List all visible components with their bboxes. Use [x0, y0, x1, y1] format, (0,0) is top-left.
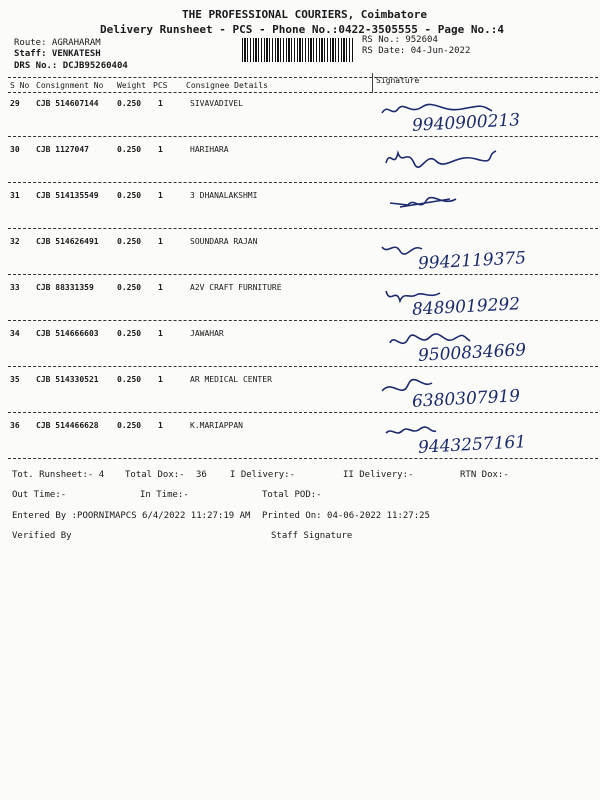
table-header-rule — [8, 92, 598, 93]
handwritten-phone: 9940900213 — [411, 110, 521, 136]
handwritten-phone: 9942119375 — [417, 248, 527, 274]
row-divider — [8, 274, 598, 275]
row-divider — [8, 366, 598, 367]
row-consignment: CJB 514607144 — [36, 99, 99, 108]
signature-column-divider — [372, 73, 373, 93]
barcode-image — [242, 38, 354, 62]
row-consignment: CJB 1127047 — [36, 145, 89, 154]
company-title: THE PROFESSIONAL COURIERS, Coimbatore — [182, 8, 428, 21]
tot-runsheet: Tot. Runsheet:- 4 — [12, 470, 105, 480]
rs-date: RS Date: 04-Jun-2022 — [362, 46, 471, 56]
verified-by-label: Verified By — [12, 531, 72, 541]
col-header-signature: Signature — [376, 76, 420, 85]
col-header-weight: Weight — [117, 81, 146, 90]
row-divider — [8, 320, 598, 321]
row-consignee: AR MEDICAL CENTER — [190, 375, 272, 384]
col-header-consignee: Consignee Details — [186, 81, 268, 90]
entered-by: Entered By :POORNIMAPCS 6/4/2022 11:27:19 AM — [12, 511, 251, 521]
i-delivery-label: I Delivery:- — [230, 470, 296, 480]
row-weight: 0.250 — [117, 99, 142, 108]
row-consignee: SOUNDARA RAJAN — [190, 237, 258, 246]
row-consignee: HARIHARA — [190, 145, 229, 154]
out-time-label: Out Time:- — [12, 490, 67, 500]
row-weight: 0.250 — [117, 191, 142, 200]
row-pcs: 1 — [158, 375, 163, 384]
row-weight: 0.250 — [117, 237, 142, 246]
col-header-pcs: PCS — [153, 81, 168, 90]
row-sno: 31 — [10, 191, 20, 200]
signature-scribble — [386, 189, 526, 219]
row-consignee: JAWAHAR — [190, 329, 224, 338]
rs-number: RS No.: 952604 — [362, 35, 438, 45]
row-sno: 29 — [10, 99, 20, 108]
row-pcs: 1 — [158, 99, 163, 108]
ii-delivery-label: II Delivery:- — [343, 470, 414, 480]
row-consignment: CJB 514666603 — [36, 329, 99, 338]
row-consignment: CJB 514466628 — [36, 421, 99, 430]
row-divider — [8, 182, 598, 183]
row-pcs: 1 — [158, 145, 163, 154]
handwritten-phone: 6380307919 — [411, 386, 521, 412]
signature-scribble — [382, 143, 522, 173]
table-top-rule — [8, 77, 598, 78]
row-consignment: CJB 88331359 — [36, 283, 94, 292]
rtn-dox-label: RTN Dox:- — [460, 470, 509, 480]
staff-label: Staff: VENKATESH — [14, 49, 101, 59]
staff-signature-label: Staff Signature — [271, 531, 353, 541]
row-divider — [8, 412, 598, 413]
row-pcs: 1 — [158, 191, 163, 200]
drs-number: DRS No.: DCJB95260404 — [14, 61, 128, 71]
route-label: Route: AGRAHARAM — [14, 38, 101, 48]
row-divider — [8, 228, 598, 229]
row-pcs: 1 — [158, 237, 163, 246]
col-header-consignment: Consignment No — [36, 81, 104, 90]
row-consignment: CJB 514135549 — [36, 191, 99, 200]
runsheet-subtitle: Delivery Runsheet - PCS - Phone No.:0422-3505555 - Page No.:4 — [100, 23, 504, 36]
row-pcs: 1 — [158, 283, 163, 292]
row-pcs: 1 — [158, 421, 163, 430]
row-weight: 0.250 — [117, 283, 142, 292]
row-sno: 30 — [10, 145, 20, 154]
in-time-label: In Time:- — [140, 490, 189, 500]
row-consignment: CJB 514626491 — [36, 237, 99, 246]
row-consignee: 3 DHANALAKSHMI — [190, 191, 258, 200]
row-sno: 33 — [10, 283, 20, 292]
row-consignee: K.MARIAPPAN — [190, 421, 243, 430]
row-weight: 0.250 — [117, 329, 142, 338]
col-header-sno: S No — [10, 81, 30, 90]
row-sno: 36 — [10, 421, 20, 430]
row-weight: 0.250 — [117, 145, 142, 154]
total-dox-value: 36 — [196, 470, 207, 480]
row-divider — [8, 136, 598, 137]
total-dox-label: Total Dox:- — [125, 470, 185, 480]
handwritten-phone: 9443257161 — [417, 432, 527, 458]
handwritten-phone: 8489019292 — [411, 294, 521, 320]
row-divider — [8, 458, 598, 459]
row-consignee: SIVAVADIVEL — [190, 99, 243, 108]
row-weight: 0.250 — [117, 421, 142, 430]
row-consignee: A2V CRAFT FURNITURE — [190, 283, 282, 292]
row-sno: 34 — [10, 329, 20, 338]
row-weight: 0.250 — [117, 375, 142, 384]
row-sno: 35 — [10, 375, 20, 384]
row-sno: 32 — [10, 237, 20, 246]
row-pcs: 1 — [158, 329, 163, 338]
total-pod-label: Total POD:- — [262, 490, 322, 500]
handwritten-phone: 9500834669 — [417, 340, 527, 366]
printed-on: Printed On: 04-06-2022 11:27:25 — [262, 511, 430, 521]
row-consignment: CJB 514330521 — [36, 375, 99, 384]
